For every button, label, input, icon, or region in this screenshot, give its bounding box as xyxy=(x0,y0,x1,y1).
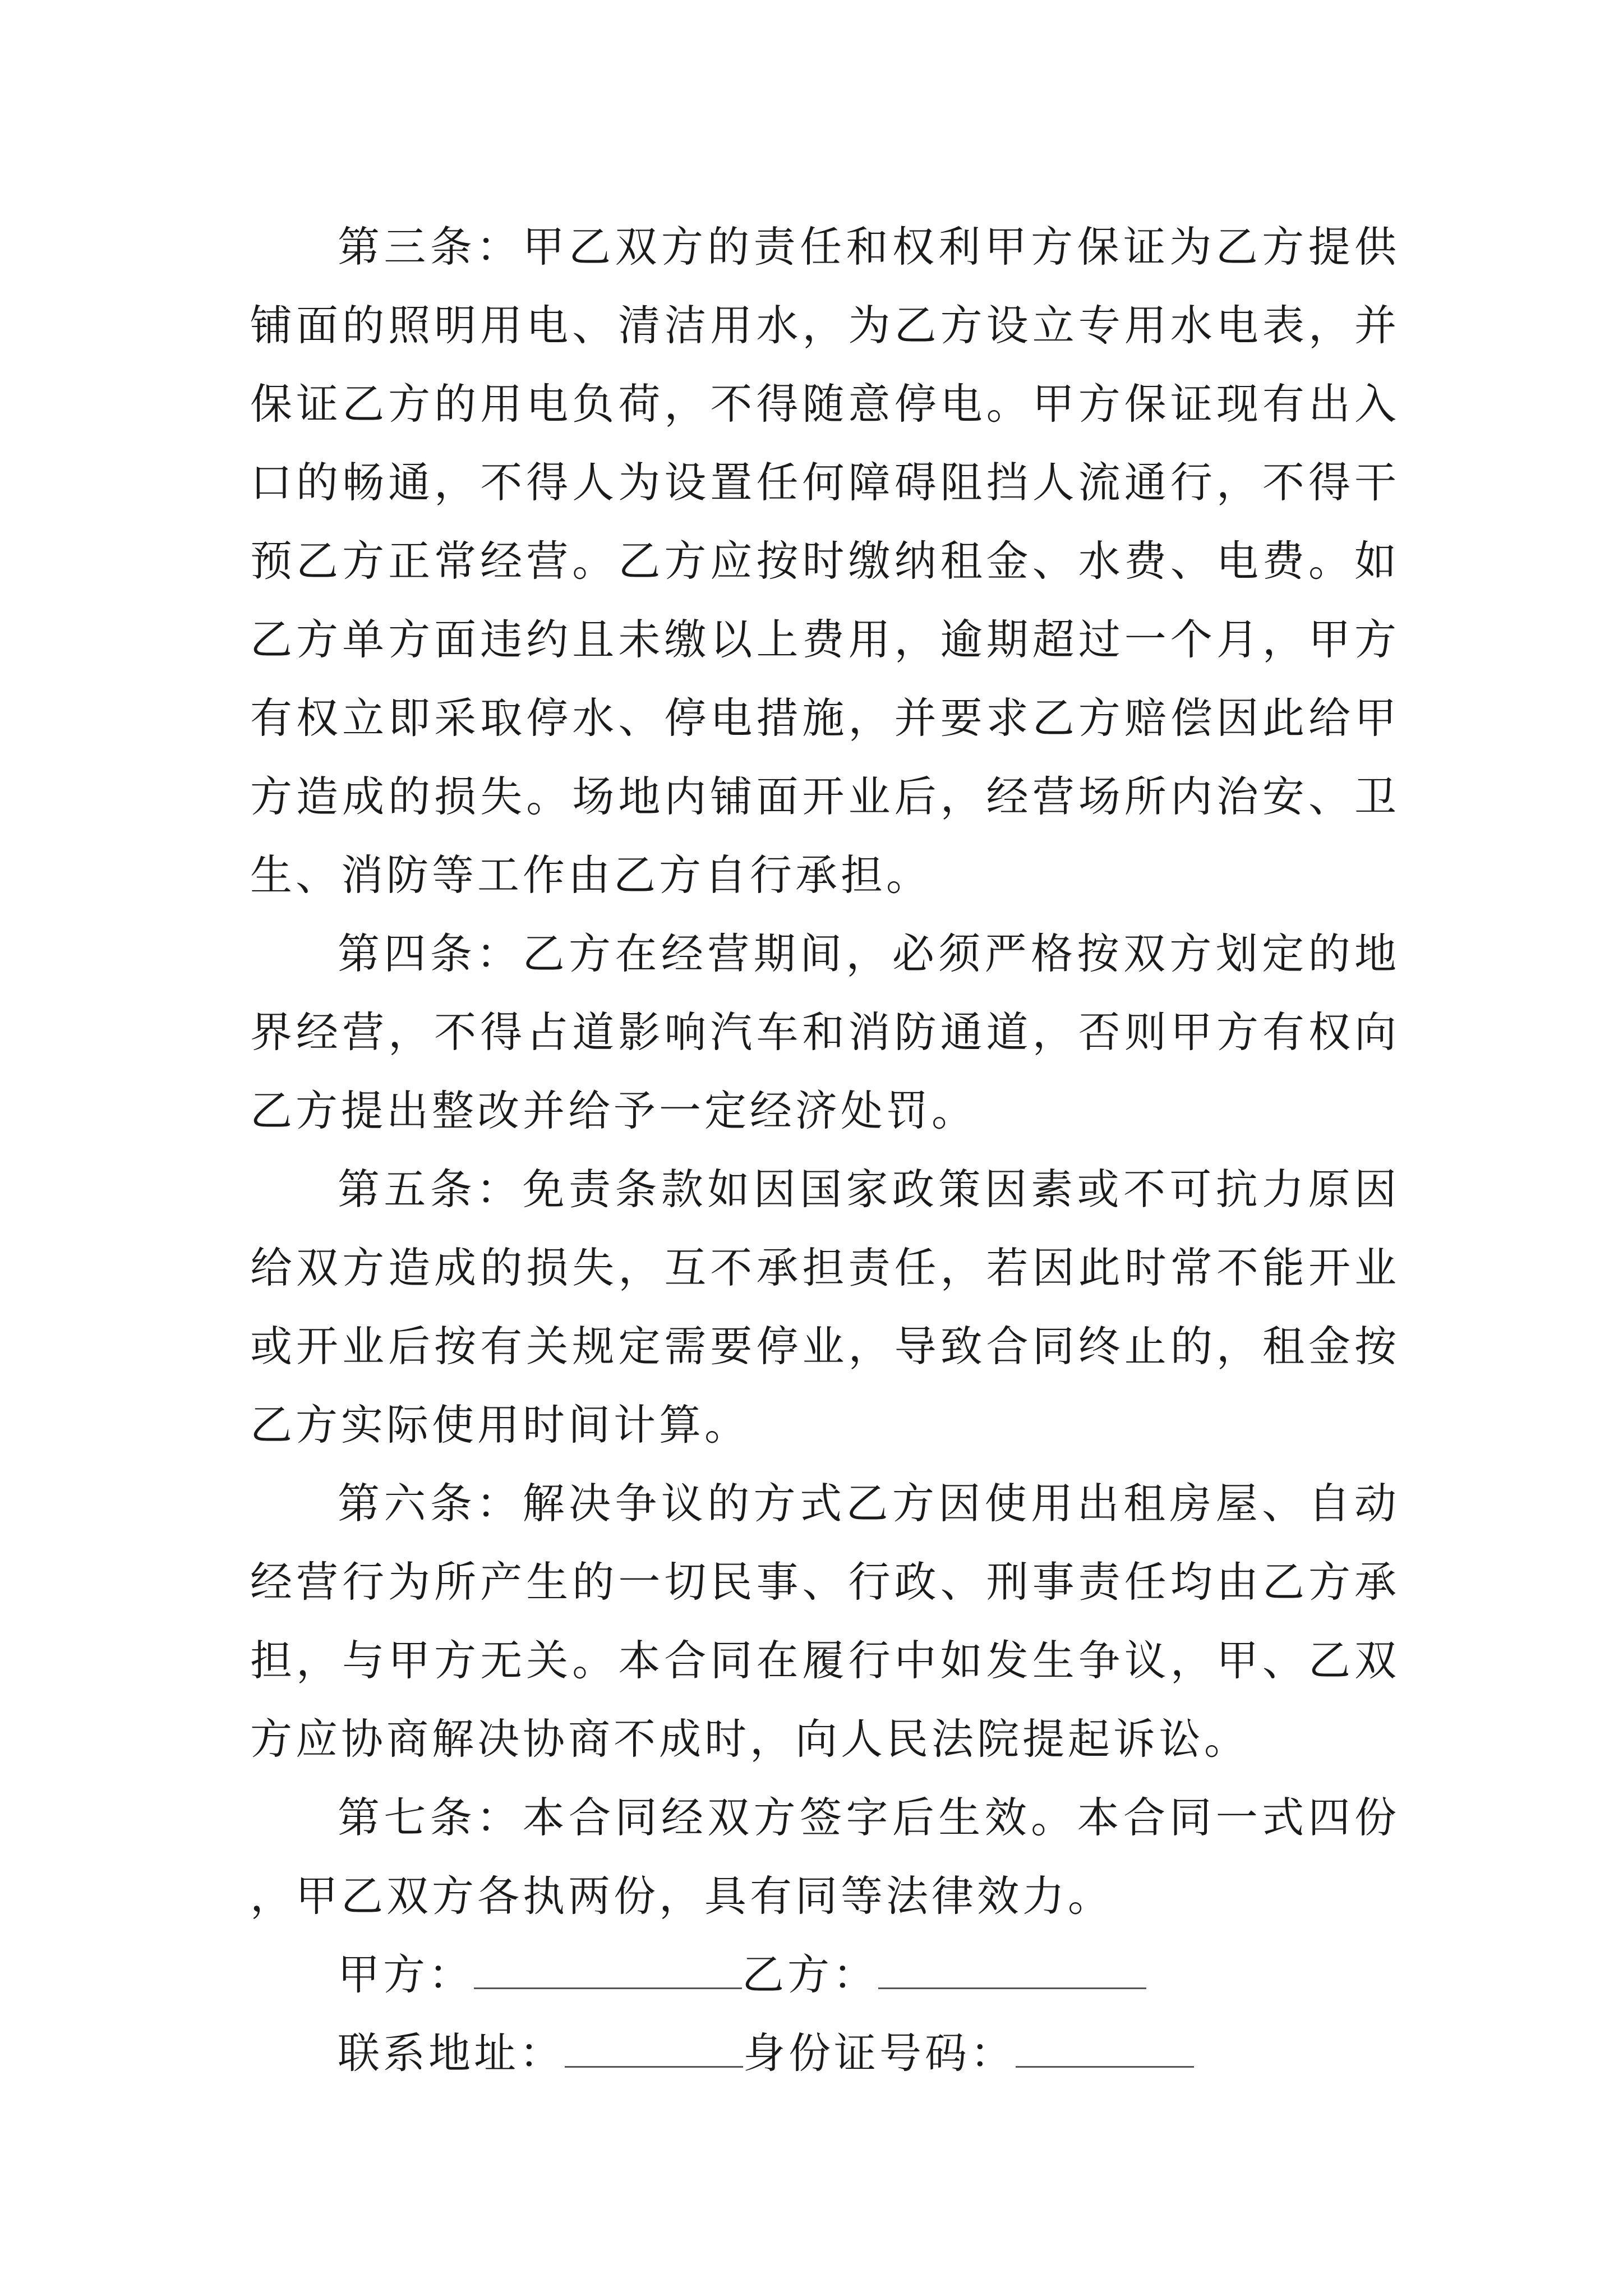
article-7-paragraph: 第七条：本合同经双方签字后生效。本合同一式四份，甲乙双方各执两份，具有同等法律效力。 xyxy=(250,1793,1400,1921)
article-6-paragraph: 第六条：解决争议的方式乙方因使用出租房屋、自动经营行为所产生的一切民事、行政、刑事责任均由乙方承担，与甲方无关。本合同在履行中如发生争议，甲、乙双方应协商解决协商不成时，向人民法院提起诉讼。 xyxy=(250,1479,1400,1764)
article-4-paragraph: 第四条：乙方在经营期间，必须严格按双方划定的地界经营，不得占道影响汽车和消防通道，否则甲方有权向乙方提出整改并给予一定经济处罚。 xyxy=(250,929,1400,1135)
id-number-blank xyxy=(1016,2029,1194,2068)
contract-body xyxy=(250,208,1400,2092)
contact-info-line xyxy=(250,2014,1400,2092)
party-a-blank xyxy=(474,1950,742,1989)
party-b-blank xyxy=(878,1950,1146,1989)
party-signature-line xyxy=(250,1935,1400,2014)
party-b-label: 乙方： xyxy=(742,1950,879,1999)
address-blank xyxy=(565,2029,743,2068)
article-5-paragraph: 第五条：免责条款如因国家政策因素或不可抗力原因给双方造成的损失，互不承担责任，若因此时常不能开业或开业后按有关规定需要停业，导致合同终止的，租金按乙方实际使用时间计算。 xyxy=(250,1165,1400,1450)
party-a-label: 甲方： xyxy=(338,1950,474,1999)
id-number-label: 身份证号码： xyxy=(743,2028,1016,2078)
article-3-paragraph: 第三条：甲乙双方的责任和权利甲方保证为乙方提供铺面的照明用电、清洁用水，为乙方设立专用水电表，并保证乙方的用电负荷，不得随意停电。甲方保证现有出入口的畅通，不得人为设置任何障碍阻挡人流通行，不得干预乙方正常经营。乙方应按时缴纳租金、水费、电费。如乙方单方面违约且未缴以上费用，逾期超过一个月，甲方有权立即采取停水、停电措施，并要求乙方赔偿因此给甲方造成的损失。场地内铺面开业后，经营场所内治安、卫生、消防等工作由乙方自行承担。 xyxy=(250,222,1400,900)
address-label: 联系地址： xyxy=(338,2028,565,2078)
